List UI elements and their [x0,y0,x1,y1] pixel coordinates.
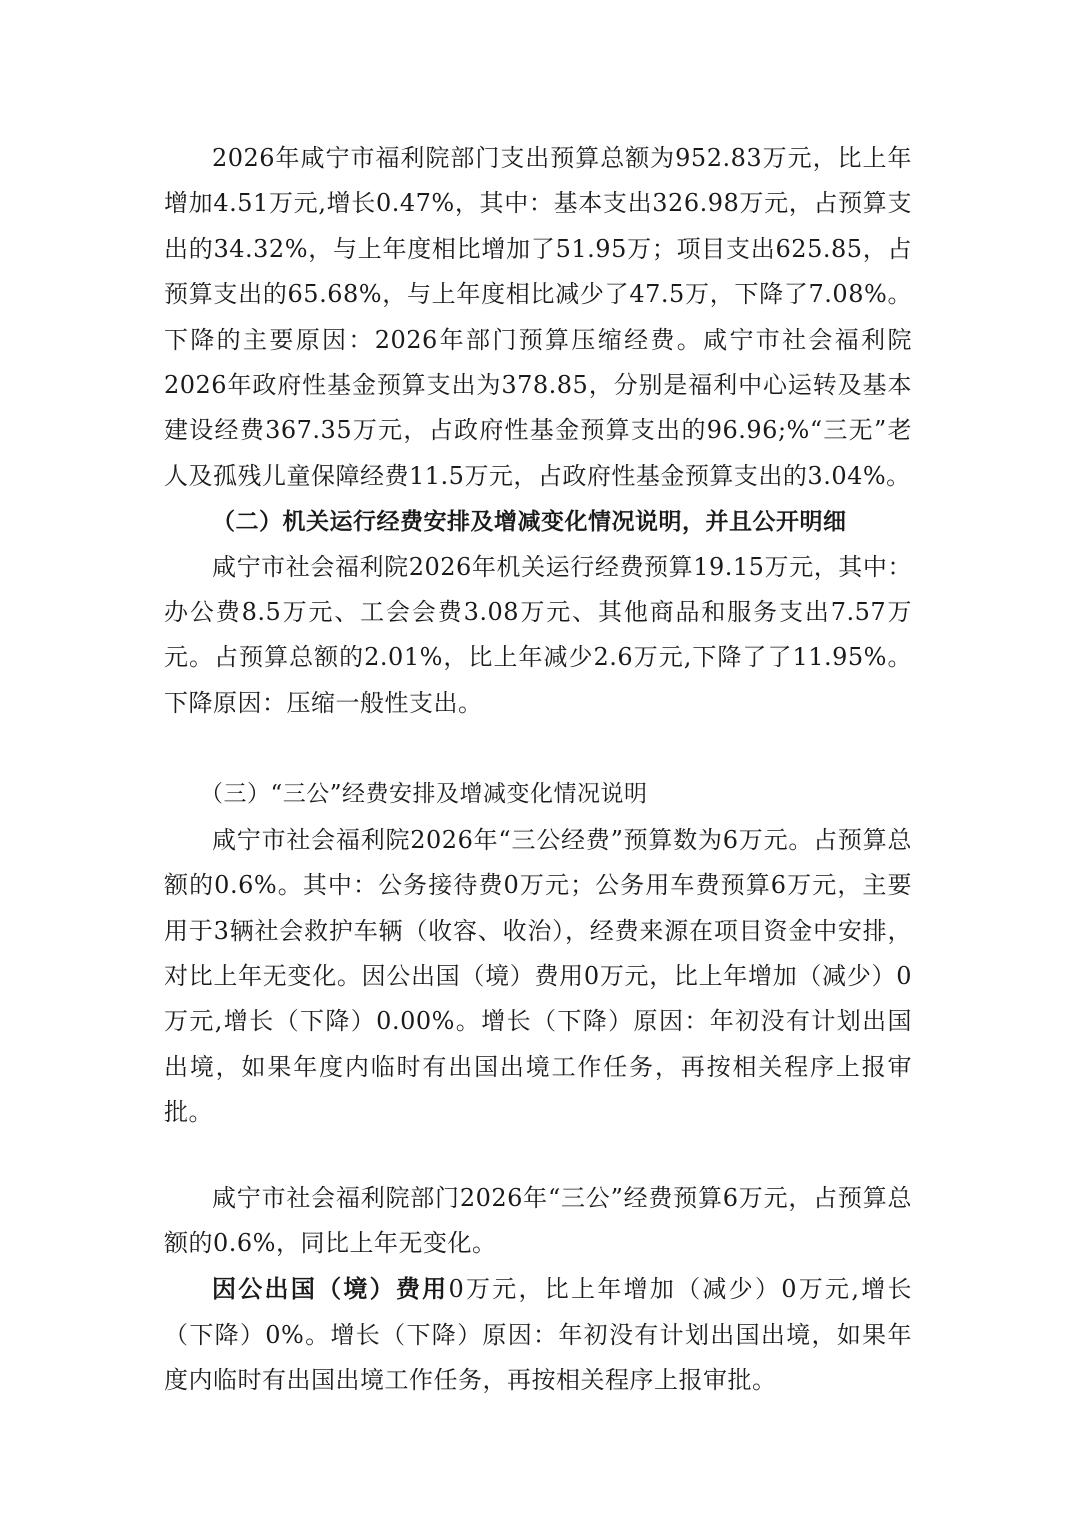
document-body [164,136,912,1404]
paragraph-three-public-expenses: 咸宁市社会福利院2026年“三公经费”预算数为6万元。占预算总额的0.6%。其中：公务接待费0万元；公务用车费预算6万元，主要用于3辆社会救护车辆（收容、收治），经费来源在项目资金中安排，对比上年无变化。因公出国（境）费用0万元，比上年增加（减少）0万元,增长（下降）0.00%。增长（下降）原因：年初没有计划出国出境，如果年度内临时有出国出境工作任务，再按相关程序上报审批。 [164,825,912,1127]
blank-line [164,726,912,772]
paragraph-expenditure-budget: 2026年咸宁市福利院部门支出预算总额为952.83万元，比上年增加4.51万元,增长0.47%，其中：基本支出326.98万元，占预算支出的34.32%，与上年度相比增加了51.95万；项目支出625.85，占预算支出的65.68%，与上年度相比减少了47.5万，下降了7.08%。下降的主要原因：2026年部门预算压缩经费。咸宁市社会福利院2026年政府性基金预算支出为378.85，分别是福利中心运转及基本建设经费367.35万元，占政府性基金预算支出的96.96;%“三无”老人及孤残儿童保障经费11.5万元，占政府性基金预算支出的3.04%。 [164,144,912,490]
section-heading-three-public-expenses: （三）“三公”经费安排及增减变化情况说明 [200,781,648,808]
overseas-travel-label: 因公出国（境）费用 [212,1274,449,1304]
overseas-travel-text: 0万元，比上年增加（减少）0万元,增长（下降）0%。增长（下降）原因：年初没有计划出国出境，如果年度内临时有出国出境工作任务，再按相关程序上报审批。 [164,1275,913,1395]
section-heading-operating-expenses: （二）机关运行经费安排及增减变化情况说明，并且公开明细 [212,508,847,536]
paragraph-three-public-summary: 咸宁市社会福利院部门2026年“三公”经费预算6万元，占预算总额的0.6%，同比上年无变化。 [164,1183,912,1257]
paragraph-operating-expenses: 咸宁市社会福利院2026年机关运行经费预算19.15万元，其中：办公费8.5万元、工会会费3.08万元、其他商品和服务支出7.57万元。占预算总额的2.01%，比上年减少2.6万元,下降了了11.95%。下降原因：压缩一般性支出。 [164,552,912,717]
paragraph-overseas-travel [164,1266,912,1403]
blank-line [164,1136,912,1176]
